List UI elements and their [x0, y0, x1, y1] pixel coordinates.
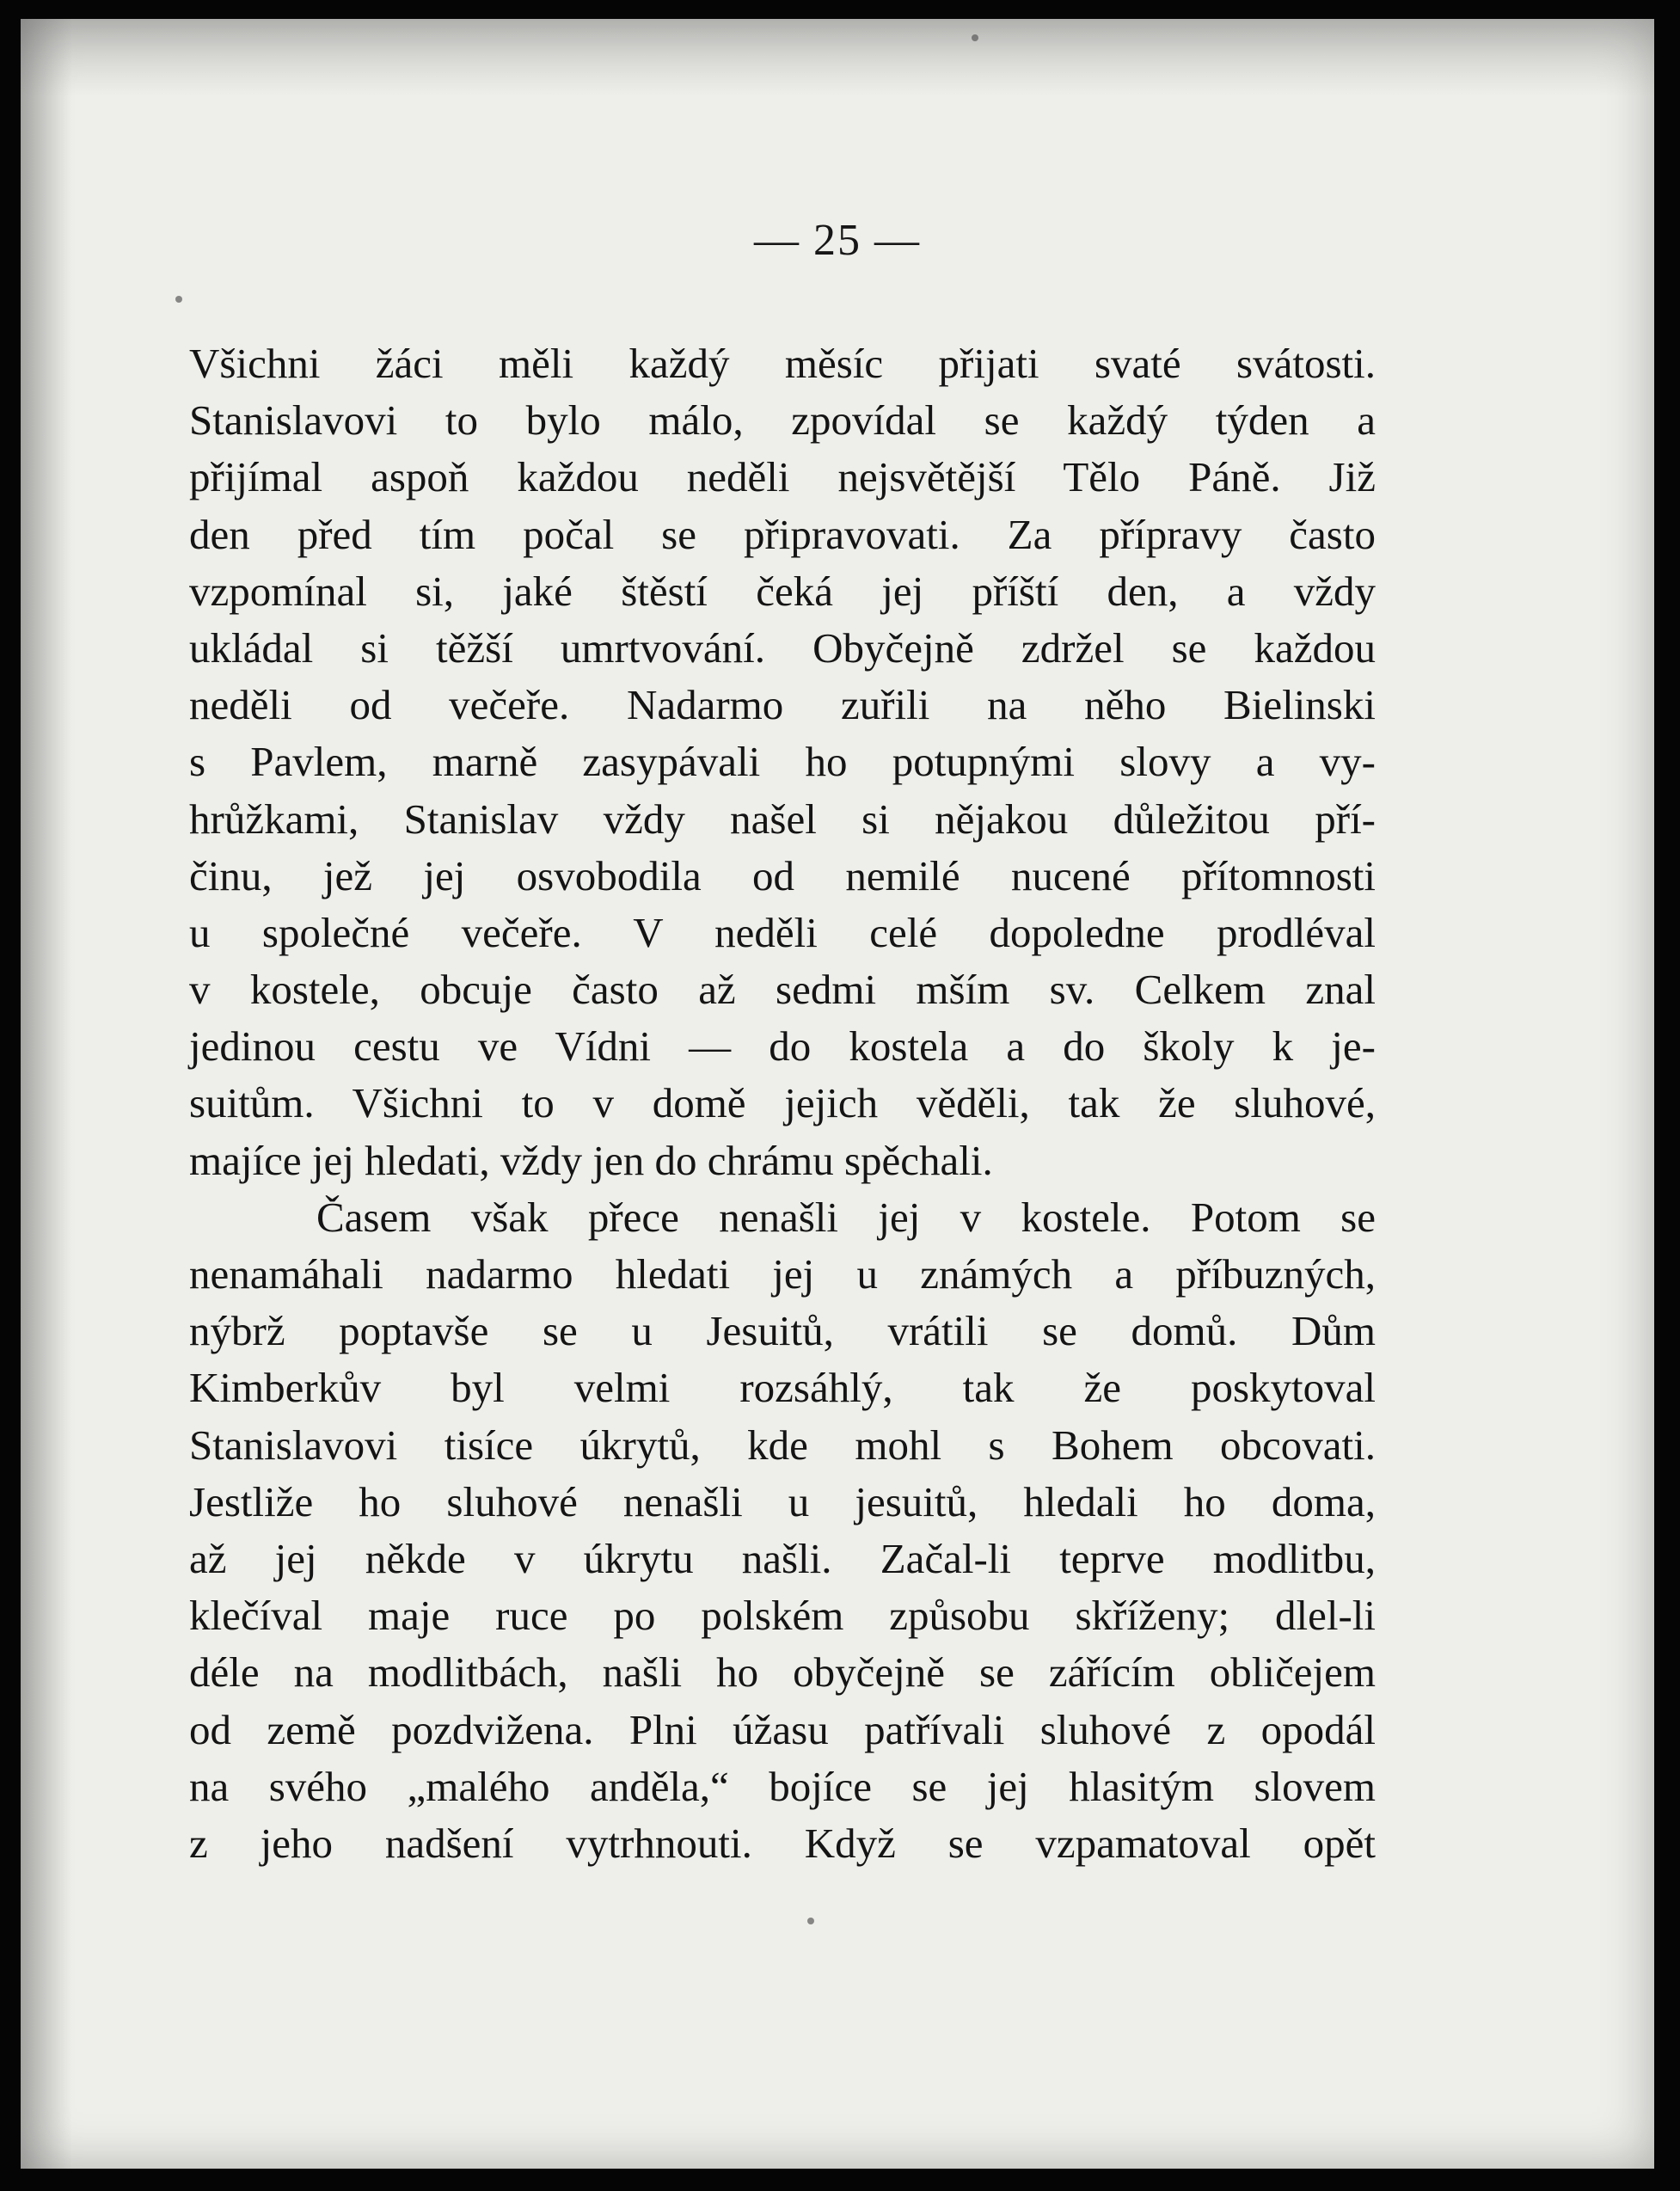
text-line: neděli od večeře. Nadarmo zuřili na něho Bielinski	[189, 681, 1376, 729]
text-line: ukládal si těžší umrtvování. Obyčejně zdržel se každou	[189, 623, 1376, 672]
text-line: přijímal aspoň každou neděli nejsvětější Tělo Páně. Již	[189, 453, 1376, 501]
text-line: déle na modlitbách, našli ho obyčejně se zářícím obličejem	[189, 1648, 1376, 1697]
text-line: hrůžkami, Stanislav vždy našel si nějakou důležitou pří-	[189, 795, 1376, 843]
page-number: — 25 —	[754, 216, 921, 265]
text-line: Všichni žáci měli každý měsíc přijati svaté svátosti.	[189, 340, 1376, 387]
text-line: na svého „malého anděla,“ bojíce se jej hlasitým slovem	[189, 1762, 1376, 1810]
text-line: Stanislavovi tisíce úkrytů, kde mohl s Bohem obcovati.	[189, 1421, 1376, 1469]
text-line: vzpomínal si, jaké štěstí čeká jej příští den, a vždy	[189, 567, 1376, 615]
text-line: majíce jej hledati, vždy jen do chrámu spěchali.	[189, 1136, 993, 1184]
text-line: činu, jež jej osvobodila od nemilé nucené přítomnosti	[189, 851, 1376, 899]
paper-speck	[972, 34, 978, 41]
text-line: s Pavlem, marně zasypávali ho potupnými slovy a vy-	[189, 738, 1376, 786]
text-line: nýbrž poptavše se u Jesuitů, vrátili se domů. Dům	[189, 1307, 1376, 1355]
body-text	[189, 335, 1376, 1872]
text-line: nenamáhali nadarmo hledati jej u známých a příbuzných,	[189, 1250, 1376, 1298]
text-line: u společné večeře. V neděli celé dopoledne prodléval	[189, 908, 1376, 956]
book-page	[21, 19, 1654, 2169]
text-line: Kimberkův byl velmi rozsáhlý, tak že poskytoval	[189, 1364, 1376, 1412]
text-line: den před tím počal se připravovati. Za přípravy často	[189, 510, 1376, 558]
text-line: klečíval maje ruce po polském způsobu skříženy; dlel-li	[189, 1592, 1376, 1640]
paper-speck	[175, 296, 182, 303]
text-line: suitům. Všichni to v domě jejich věděli, tak že sluhové,	[189, 1079, 1376, 1127]
text-line: Jestliže ho sluhové nenašli u jesuitů, hledali ho doma,	[189, 1477, 1376, 1525]
text-line: z jeho nadšení vytrhnouti. Když se vzpamatoval opět	[189, 1819, 1376, 1867]
text-line: Stanislavovi to bylo málo, zpovídal se každý týden a	[189, 396, 1376, 445]
text-line: jedinou cestu ve Vídni — do kostela a do školy k je-	[189, 1022, 1376, 1071]
text-line: až jej někde v úkrytu našli. Začal-li teprve modlitbu,	[189, 1534, 1376, 1582]
paper-speck	[807, 1918, 814, 1924]
text-line: v kostele, obcuje často až sedmi mším sv. Celkem znal	[189, 966, 1376, 1014]
text-line: od země pozdvižena. Plni úžasu patřívali sluhové z opodál	[189, 1705, 1376, 1753]
text-line: Časem však přece nenašli jej v kostele. Potom se	[316, 1193, 1376, 1241]
